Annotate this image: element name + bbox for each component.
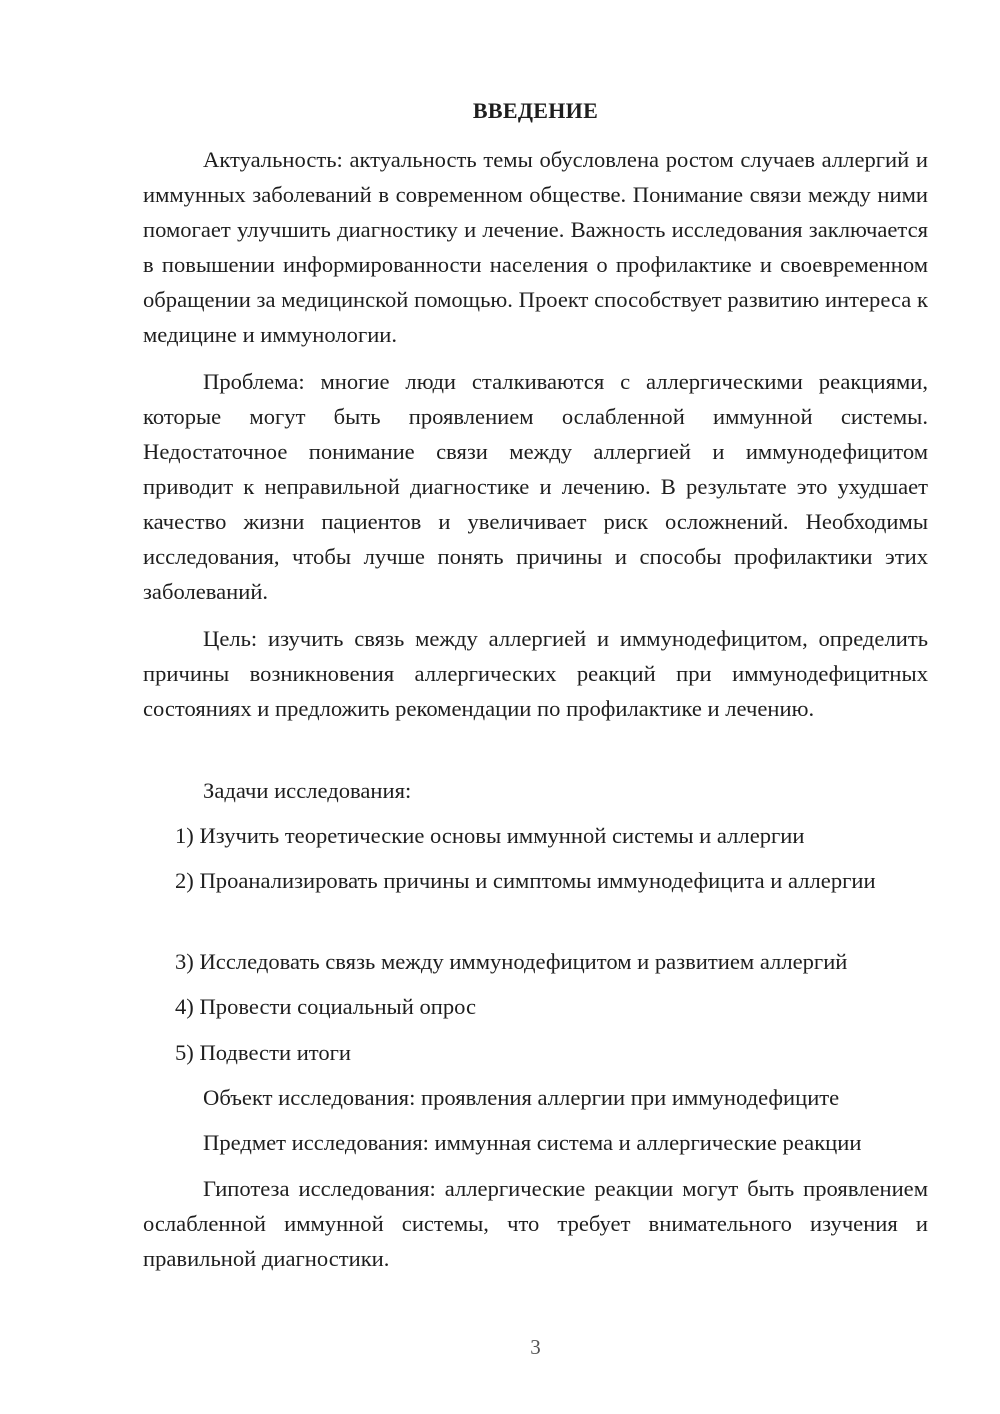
paragraph-subject: Предмет исследования: иммунная система и аллергические реакции <box>203 1130 862 1155</box>
paragraph-relevance: Актуальность: актуальность темы обусловлена ростом случаев аллергий и иммунных заболеваний в современном обществе. Понимание связи между ними помогает улучшить диагностику и лечение. Важность исследования заключается в повышении информированности населения о профилактике и своевременном обращении за медицинской помощью. Проект способствует развитию интереса к медицине и иммунологии. <box>143 147 928 347</box>
page-number: 3 <box>530 1335 541 1359</box>
task-item-1: 1) Изучить теоретические основы иммунной системы и аллергии <box>175 823 805 848</box>
paragraph-hypothesis: Гипотеза исследования: аллергические реакции могут быть проявлением ослабленной иммунной системы, что требует внимательного изучения и правильной диагностики. <box>143 1176 928 1271</box>
paragraph-goal: Цель: изучить связь между аллергией и иммунодефицитом, определить причины возникновения аллергических реакций при иммунодефицитных состояниях и предложить рекомендации по профилактике и лечению. <box>143 626 928 721</box>
paragraph-object: Объект исследования: проявления аллергии при иммунодефиците <box>203 1085 840 1110</box>
task-item-5: 5) Подвести итоги <box>175 1040 352 1065</box>
task-item-2: 2) Проанализировать причины и симптомы иммунодефицита и аллергии <box>175 868 876 893</box>
paragraph-problem: Проблема: многие люди сталкиваются с аллергическими реакциями, которые могут быть проявлением ослабленной иммунной системы. Недостаточное понимание связи между аллергией и иммунодефицитом приводит к неправильной диагностике и лечению. В результате это ухудшает качество жизни пациентов и увеличивает риск осложнений. Необходимы исследования, чтобы лучше понять причины и способы профилактики этих заболеваний. <box>143 369 928 604</box>
task-item-4: 4) Провести социальный опрос <box>175 994 477 1019</box>
page-title: ВВЕДЕНИЕ <box>472 98 599 123</box>
task-item-3: 3) Исследовать связь между иммунодефицитом и развитием аллергий <box>175 949 848 974</box>
tasks-title: Задачи исследования: <box>203 778 412 803</box>
